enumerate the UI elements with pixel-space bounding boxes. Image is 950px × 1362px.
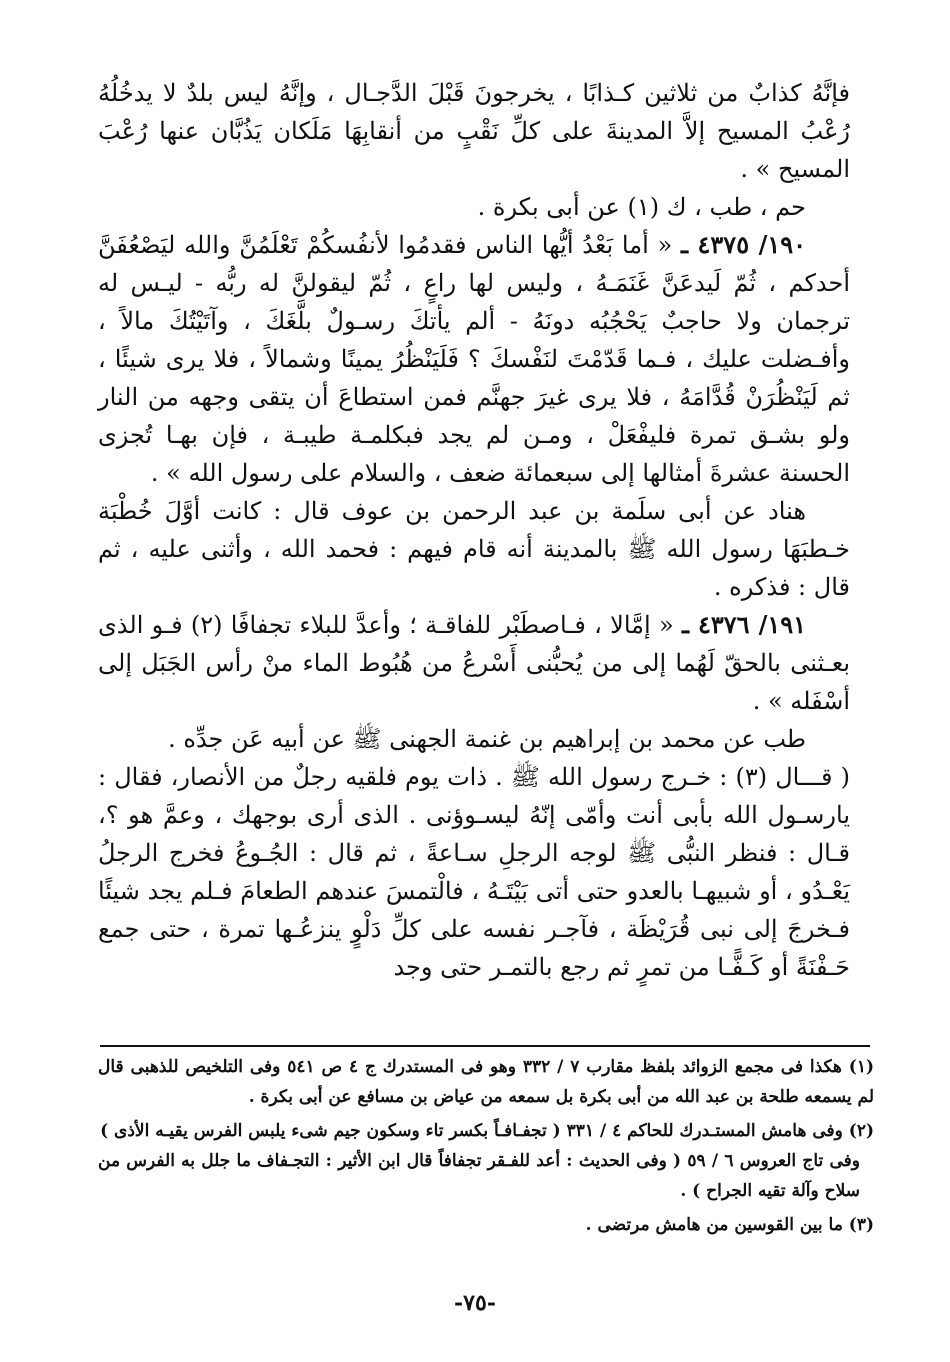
footnote-1: (١) هكذا فى مجمع الزوائد بلفظ مقارب ٧ / ٣٣٢ وهو فى المستدرك ج ٤ ص ٥٤١ وفى التلخيص للذهبى قال لم يسمعه طلحة بن عبد الله من أبى بكرة بل سمعه من عياض بن مسافع عن أبى بكرة . bbox=[98, 1057, 874, 1107]
hadith-190 bbox=[98, 226, 850, 492]
paragraph-1: فإنَّهُ كذابٌ من ثلاثين كـذابًا ، يخرجونَ قَبْلَ الدَّجـال ، وإنَّهُ ليس بلدٌ لا يدخُلُهُ رُعْبُ المسيح إلاَّ المدينةَ على كلِّ نَقْبٍ من أنقابِهَا مَلَكان يَذُبَّان عنها رُعْبَ المسيح » . bbox=[98, 79, 850, 183]
footnote-2: (٢) وفى هامش المستـدرك للحاكم ٤ / ٣٣١ ( تجفـافـاً بكسر تاء وسكون جيم شىء يلبس الفرس يقيـه الأذى ) bbox=[100, 1121, 874, 1141]
hadith-number-190: ١٩٠/ ٤٣٧٥ ـ bbox=[680, 230, 807, 259]
hadith-190-text: « أما بَعْدُ أيُّها الناس فقدمُوا لأنفُسكُمْ تَعْلَمُنَّ والله ليَصْعُفَنَّ أحدكم ، ثُمّ لَيدعَنَّ غَنَمَـهُ ، وليس لها راعٍ ، ثُمّ ليقولنَّ له ربُّه - ليـس له ترجمان ولا حاجبٌ يَحْجُبُه دونَهُ - ألم يأتكَ رسـولٌ بلَّغَكَ ، وآتَيْتُكَ مالاً ، وأفـضلت عليك ، فـما قَدّمْتَ لنَفْسكَ ؟ فَلَيَنْظُرُ يمينًا وشمالاً ، فلا يرى شيئًا ، ثم لَيَنْظُرَنْ قُدَّامَهُ ، فلا يرى غيرَ جهنَّم فمن استطاعَ أن يتقى وجهه من النار ولو بشـق تمرة فليفْعَلْ ، ومـن لم يجد فبكلمـة طيبـة ، فإن بهـا تُجزى الحسنة عشرةَ أمثالها إلى سبعمائة ضعف ، والسلام على رسول الله » . bbox=[98, 231, 850, 487]
hadith-191 bbox=[98, 606, 850, 720]
hadith-source-2: هناد عن أبى سلَمة بن عبد الرحمن بن عوف قال : كانت أوَّلَ خُطْبَة خـطبَهَا رسول الله ﷺ بالمدينة أنه قام فيهم : فحمد الله ، وأثنى عليه ، ثم قال : فذكره . bbox=[98, 497, 850, 601]
narration-paragraph: ( قـــال (٣) : خـرج رسول الله ﷺ . ذات يوم فلقيه رجلٌ من الأنصار، فقال : يارسـول الله بأبى أنت وأمّى إنّهُ ليسـوؤنى . الذى أرى بوجهك ، وعمَّ هو ؟، قـال : فنظر النبُّى ﷺ لوجه الرجلِ سـاعةً ، ثم قال : الجُـوعُ فخرج الرجلُ يَعْـدُو ، أو شبيهـا بالعدو حتى أتى بَيْتَـهُ ، فالْتمسَ عندهم الطعامَ فـلم يجد شيئًا فـخرجَ إلى نبى قُرَيْظَة ، فآجـر نفسه على كلِّ دَلْوٍ ينزعُـها تمرة ، حتى جمع حَـفْنَةً أو كَـفًّـا من تمرٍ ثم رجع بالتمـر حتى وجد bbox=[98, 763, 850, 981]
hadith-source-3: طب عن محمد بن إبراهيم بن غنمة الجهنى ﷺ عن أبيه عَن جدِّه . bbox=[168, 725, 806, 753]
main-text bbox=[98, 74, 850, 986]
hadith-191-text: « إمَّالا ، فـاصطَبْر للفاقـة ؛ وأعدَّ للبلاء تجفافًا (٢) فـو الذى بعـثنى بالحقّ لَهُما إلى من يُحبُّنى أَسْرعُ من هُبُوط الماء منْ رأس الجَبَل إلى أسْفَله » . bbox=[98, 611, 851, 715]
footnote-3: (٣) ما بين القوسين من هامش مرتضى . bbox=[585, 1215, 874, 1235]
footnotes bbox=[98, 1052, 874, 1244]
hadith-source-1: حم ، طب ، ك (١) عن أبى بكرة . bbox=[477, 193, 806, 221]
footnote-2-continued: وفى تاج العروس ٦ / ٥٩ ( وفى الحديث : أعد للفـقر تجفافاً قال ابن الأثير : التجـفاف ما جلل به الفرس من سلاح وآلة تقيه الجراح ) . bbox=[98, 1151, 861, 1201]
page-number: -٧٥- bbox=[454, 1290, 496, 1316]
footnote-divider bbox=[100, 1045, 870, 1047]
hadith-number-191: ١٩١/ ٤٣٧٦ ـ bbox=[681, 610, 807, 639]
